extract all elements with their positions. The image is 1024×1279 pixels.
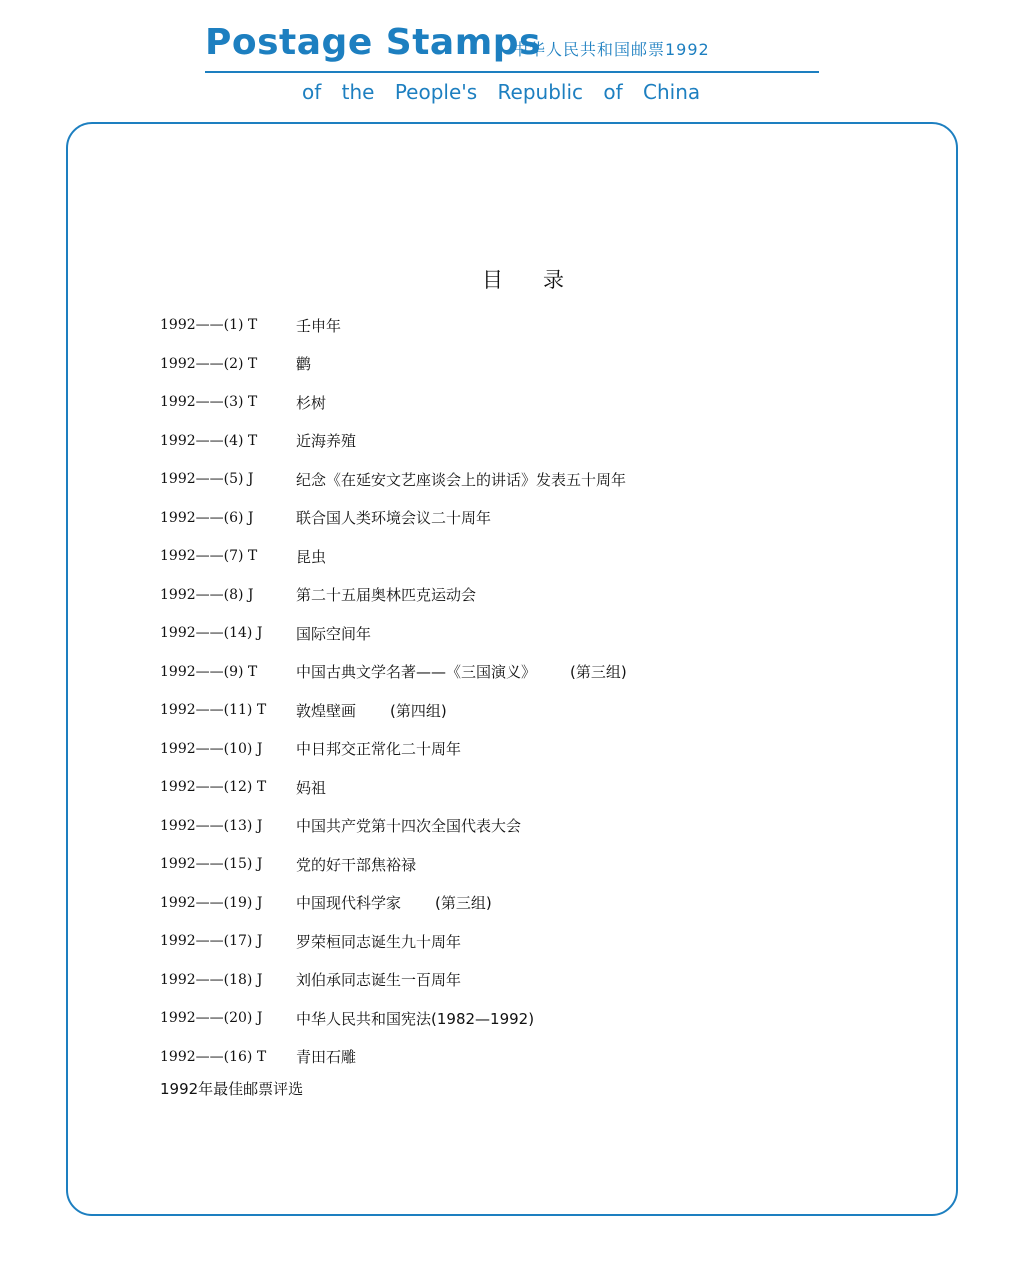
toc-entry — [160, 961, 880, 1000]
toc-entry-title: 中国现代科学家 — [296, 894, 402, 913]
toc-entry-code: 1992——(10) J — [160, 740, 263, 757]
toc-entry-code: 1992——(1) T — [160, 317, 258, 334]
toc-entry — [160, 537, 880, 576]
toc-entry-title: 党的好干部焦裕禄 — [296, 855, 417, 874]
toc-entry-code: 1992——(18) J — [160, 971, 263, 988]
toc-entry-title: 敦煌壁画 — [296, 701, 357, 720]
header-title-chinese: 中华人民共和国邮票1992 — [512, 40, 710, 59]
header-title: Postage Stamps — [205, 22, 541, 63]
header-divider — [205, 71, 819, 73]
toc-entry — [160, 306, 880, 345]
toc-entry-code: 1992——(5) J — [160, 471, 254, 488]
toc-entry-title: 国际空间年 — [296, 624, 372, 643]
toc-entry — [160, 768, 880, 807]
toc-list — [160, 306, 880, 1076]
toc-heading: 目录 — [482, 268, 604, 292]
toc-entry-code: 1992——(8) J — [160, 586, 254, 603]
toc-entry-title: 近海养殖 — [296, 432, 357, 451]
toc-entry-title: 鹳 — [296, 355, 312, 374]
toc-entry-code: 1992——(9) T — [160, 663, 258, 680]
toc-entry — [160, 845, 880, 884]
toc-entry — [160, 922, 880, 961]
toc-entry-code: 1992——(15) J — [160, 856, 263, 873]
toc-entry-code: 1992——(17) J — [160, 933, 263, 950]
toc-entry-title: 青田石雕 — [296, 1048, 357, 1067]
toc-entry-title: 刘伯承同志诞生一百周年 — [296, 971, 462, 990]
toc-entry — [160, 999, 880, 1038]
toc-entry-title: 纪念《在延安文艺座谈会上的讲话》发表五十周年 — [296, 470, 627, 489]
toc-entry-title: 中国共产党第十四次全国代表大会 — [296, 817, 522, 836]
toc-entry-code: 1992——(4) T — [160, 432, 258, 449]
toc-entry — [160, 730, 880, 769]
toc-entry — [160, 576, 880, 615]
toc-entry-title: 联合国人类环境会议二十周年 — [296, 509, 492, 528]
toc-entry-code: 1992——(11) T — [160, 702, 267, 719]
toc-entry-code: 1992——(20) J — [160, 1010, 263, 1027]
toc-entry-code: 1992——(7) T — [160, 548, 258, 565]
header-subtitle: of the People's Republic of China — [302, 80, 701, 104]
toc-entry-title: 昆虫 — [296, 547, 327, 566]
toc-entry-note: (第四组) — [390, 701, 447, 720]
toc-entry — [160, 383, 880, 422]
toc-entry — [160, 614, 880, 653]
toc-entry — [160, 691, 880, 730]
toc-entry-title: 中日邦交正常化二十周年 — [296, 740, 462, 759]
toc-entry-title: 中华人民共和国宪法(1982—1992) — [296, 1009, 535, 1028]
toc-entry-note: (第三组) — [435, 894, 492, 913]
toc-entry-code: 1992——(12) T — [160, 779, 267, 796]
toc-entry — [160, 884, 880, 923]
toc-entry-code: 1992——(16) T — [160, 1048, 267, 1065]
toc-entry-title: 中国古典文学名著——《三国演义》 — [296, 663, 537, 682]
toc-entry-code: 1992——(14) J — [160, 625, 263, 642]
toc-entry-title: 壬申年 — [296, 316, 342, 335]
toc-entry — [160, 345, 880, 384]
toc-entry-code: 1992——(13) J — [160, 817, 263, 834]
toc-entry-title: 妈祖 — [296, 778, 327, 797]
toc-entry — [160, 1038, 880, 1077]
toc-entry-code: 1992——(3) T — [160, 394, 258, 411]
toc-entry-code: 1992——(2) T — [160, 355, 258, 372]
toc-entry-note: (第三组) — [570, 663, 627, 682]
toc-entry-code: 1992——(6) J — [160, 509, 254, 526]
toc-footer-entry: 1992年最佳邮票评选 — [160, 1080, 304, 1098]
toc-entry-code: 1992——(19) J — [160, 894, 263, 911]
toc-entry-title: 杉树 — [296, 393, 327, 412]
toc-entry — [160, 422, 880, 461]
toc-entry-title: 第二十五届奥林匹克运动会 — [296, 586, 477, 605]
toc-entry — [160, 460, 880, 499]
toc-entry — [160, 499, 880, 538]
toc-entry — [160, 807, 880, 846]
toc-entry — [160, 653, 880, 692]
toc-entry-title: 罗荣桓同志诞生九十周年 — [296, 932, 462, 951]
